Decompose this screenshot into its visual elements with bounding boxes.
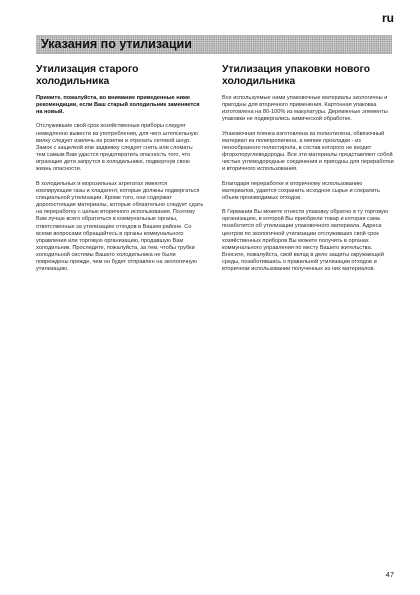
old-fridge-intro: Примите, пожалуйста, во внимание приведенные ниже рекомендации, если Ваш старый холодильник заменяется на новый. bbox=[36, 95, 200, 116]
packaging-paragraph-2: Упаковочная пленка изготовлена из полиэтилена, обвязочный материал из полипропилена, а мягкие прокладки - из пенообразного полистирола, в состав которого не входит фторхлоруглеводороды. Все эти материалы представляют собой чистые углеводородные соединения и пригодны для переработки и вторичного использования. bbox=[222, 130, 394, 173]
old-fridge-paragraph-1: Отслужившие свой срок хозяйственные приборы следует немедленно вывести из употребления, для чего штепсельную вилку следует извлечь из розетки и отрезать сетевой шнур. Замок с защелкой или задвижку следует снять или сломать: тем самым Вам удастся предотвратить опасность того, что играющие дети запрутся в холодильнике, подвергнув свою жизнь опасности. bbox=[36, 123, 198, 173]
packaging-paragraph-1: Все используемые нами упаковочные материалы экологичны и пригодны для вторичного применения. Картонная упаковка изготовлена на 80-100% из макулатуры. Деревянные элементы упаковки не подвергались химической обработке. bbox=[222, 95, 388, 123]
old-fridge-paragraph-2: В холодильных и морозильных агрегатах имеются изолирующие газы и хладагент, которые должны подвергаться специальной утилизации. Кроме того, они содержат дорогостоящие материалы, которые обязательно следует сдать на переработку с целью вторичного использования. Поэтому Вам лучше всего обратиться в коммунальные органы, ответственные за утилизацию отходов в Вашем районе. Со всеми вопросами обращайтесь в органы коммунального управления или торговую организацию, продавшую Вам холодильник. Проследите, пожалуйста, за тем, чтобы трубки холодильной системы Вашего холодильника не были повреждены прежде, чем он будет отправлен на экологичную утилизацию. bbox=[36, 180, 204, 273]
right-column bbox=[222, 64, 394, 280]
old-fridge-heading: Утилизация старого холодильника bbox=[36, 64, 139, 87]
packaging-paragraph-4: В Германии Вы можете отнести упаковку обратно в ту торговую организацию, в которой Вы приобрели товар и которая сама позаботится об утилизации упаковочного материала. Адреса центров по экологичной утилизации отслуживших свой срок хозяйственных приборов Вы можете получить в органах коммунального управления по месту Вашего жительства. Вносите, пожалуйста, свой вклад в дело защиты окружающей среды, позаботившись о правильной утилизации отходов и вторичном использовании полученных из них материалов. bbox=[222, 209, 389, 273]
left-column bbox=[36, 64, 204, 281]
page-number: 47 bbox=[385, 570, 394, 579]
section-title: Указания по утилизации bbox=[41, 37, 192, 51]
language-code: ru bbox=[382, 11, 394, 25]
packaging-heading: Утилизация упаковки нового холодильника bbox=[222, 64, 370, 87]
section-banner bbox=[36, 35, 392, 54]
packaging-paragraph-3: Благодаря переработке и вторичному использованию материалов, удается сохранить исходное сырье и сократить объем производимых отходов. bbox=[222, 180, 380, 201]
